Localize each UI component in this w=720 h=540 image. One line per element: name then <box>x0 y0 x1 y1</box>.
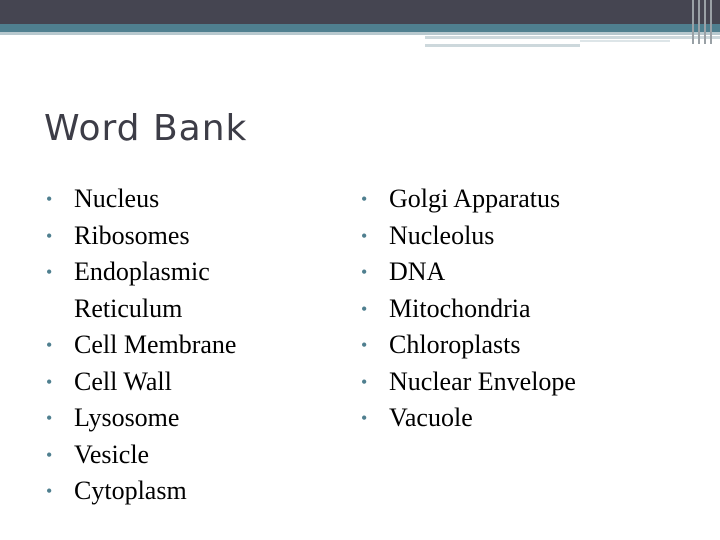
bullet-icon: • <box>46 225 53 246</box>
header-stripe <box>698 0 700 44</box>
bullet-icon: • <box>361 371 368 392</box>
bullet-icon: • <box>361 335 368 355</box>
bullet-icon: • <box>46 481 53 501</box>
list-item <box>361 327 661 364</box>
list-item <box>46 437 296 474</box>
list-item <box>361 254 661 291</box>
header-rule-shorter <box>425 44 580 47</box>
list-item-label: Vacuole <box>389 403 473 432</box>
list-item <box>361 291 661 328</box>
bullet-icon: • <box>46 444 53 465</box>
list-item <box>46 327 296 364</box>
bullet-icon: • <box>361 189 368 209</box>
bullet-icon: • <box>46 371 53 392</box>
page-title: Word Bank <box>44 108 248 149</box>
header-bar <box>0 0 720 24</box>
list-item <box>46 364 296 401</box>
bullet-icon: • <box>46 262 53 282</box>
bullet-icon: • <box>46 408 53 428</box>
list-item <box>46 218 296 255</box>
bullet-icon: • <box>361 298 368 319</box>
list-item-label: Nuclear Envelope <box>389 366 576 396</box>
list-item <box>46 400 296 437</box>
list-item <box>361 364 661 401</box>
bullet-icon: • <box>361 408 368 428</box>
header-stripe <box>692 0 694 44</box>
list-item <box>46 473 296 510</box>
header-stripe <box>704 0 706 44</box>
list-item-label: Golgi Apparatus <box>389 184 561 213</box>
bullet-icon: • <box>46 189 53 209</box>
word-list-right <box>361 181 661 437</box>
header-accent-band <box>0 24 720 32</box>
list-item-label: Cytoplasm <box>74 476 187 505</box>
list-item-label: Nucleolus <box>389 220 495 250</box>
list-item-label: Mitochondria <box>389 293 531 323</box>
list-item-label: Vesicle <box>74 439 150 469</box>
list-item-label: Chloroplasts <box>389 330 521 359</box>
word-list-left <box>46 181 296 510</box>
list-item-label: Lysosome <box>74 403 180 432</box>
list-item <box>46 181 296 218</box>
list-item-label: Cell Membrane <box>74 330 237 359</box>
header-rule <box>0 32 720 35</box>
header-stripe <box>710 0 712 44</box>
header-rule-short <box>425 36 720 39</box>
list-item <box>361 400 661 437</box>
header-rule-faint <box>580 40 670 42</box>
list-item-label: Cell Wall <box>74 366 172 396</box>
list-item <box>361 181 661 218</box>
list-item-label: Nucleus <box>74 184 160 213</box>
bullet-icon: • <box>361 225 368 246</box>
list-item <box>361 218 661 255</box>
list-item-label: Ribosomes <box>74 220 190 250</box>
bullet-icon: • <box>46 335 53 355</box>
bullet-icon: • <box>361 262 368 282</box>
list-item <box>46 254 296 327</box>
list-item-label: Endoplasmic Reticulum <box>74 257 210 323</box>
list-item-label: DNA <box>389 257 446 286</box>
